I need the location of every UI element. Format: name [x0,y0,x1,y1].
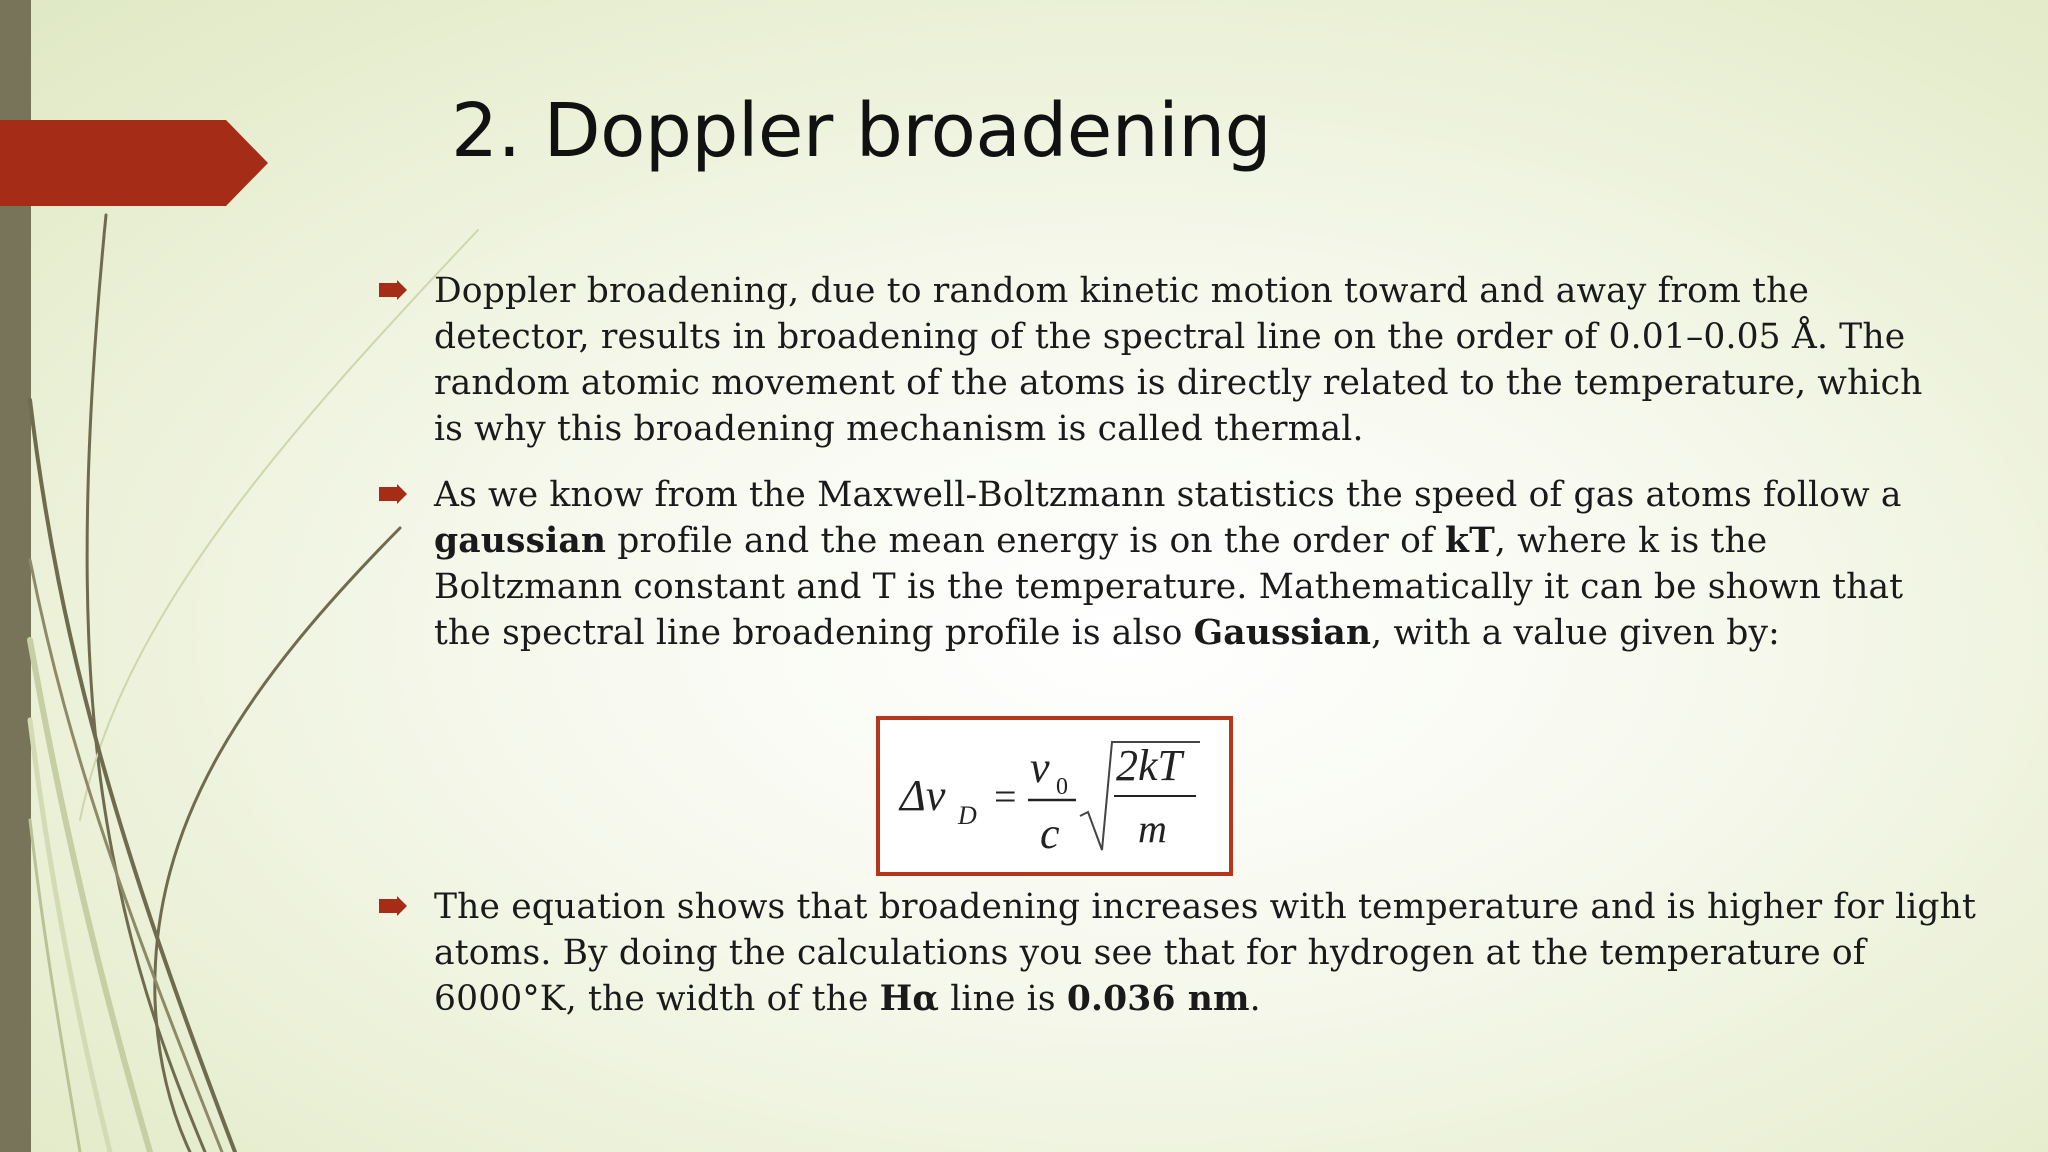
text-span: , with a value given by: [1371,613,1780,653]
bullet-text [434,472,1934,656]
text-span: line is [939,979,1067,1019]
formula-box [876,716,1233,876]
arrow-bullet-icon [378,484,412,504]
text-span: The equation shows that broadening increases with temperature and is higher for light atoms. By doing the calculations you see that for hydrogen at the temperature of 6000°K, the width of the [434,887,1977,1019]
bullet-item [374,472,1934,656]
bold-term-width-value: 0.036 nm [1066,979,1250,1019]
formula-equals: = [994,774,1017,819]
formula-numerator: ν [1030,743,1050,792]
slide-title: 2. Doppler broadening [451,88,1272,174]
formula-denominator: c [1040,809,1060,858]
formula-root-numerator: 2kT [1116,741,1182,790]
arrow-bullet-icon [378,280,412,300]
text-span: As we know from the Maxwell-Boltzmann statistics the speed of gas atoms follow a [434,475,1902,515]
bullet-list [374,268,1934,656]
title-arrow-tab [0,120,270,206]
text-span: profile and the mean energy is on the order of [606,521,1446,561]
formula-lhs: Δν [900,771,946,820]
bold-term-gaussian: gaussian [434,521,607,561]
text-span: , where k is the Boltzmann constant and T is the temperature. Mathematically it can be shown that the spectral line broadening profile is also [434,521,1904,653]
arrow-bullet-icon [378,896,412,916]
bullet-text: Doppler broadening, due to random kinetic motion toward and away from the detector, results in broadening of the spectral line on the order of 0.01–0.05 Å. The random atomic movement of the atoms is directly related to the temperature, which is why this broadening mechanism is called thermal. [434,271,1923,449]
bullet-item [374,268,1934,452]
bold-term-kt: kT [1445,521,1495,561]
bullet-item [374,884,1994,1022]
formula-lhs-subscript: D [958,801,977,830]
doppler-width-formula [880,720,1229,872]
bold-term-h-alpha: Hα [879,979,940,1019]
formula-numerator-subscript: 0 [1056,774,1068,800]
bold-term-gaussian-profile: Gaussian [1193,613,1372,653]
text-span: . [1249,979,1261,1019]
formula-root-denominator: m [1138,806,1167,851]
bullet-text [434,884,1994,1022]
